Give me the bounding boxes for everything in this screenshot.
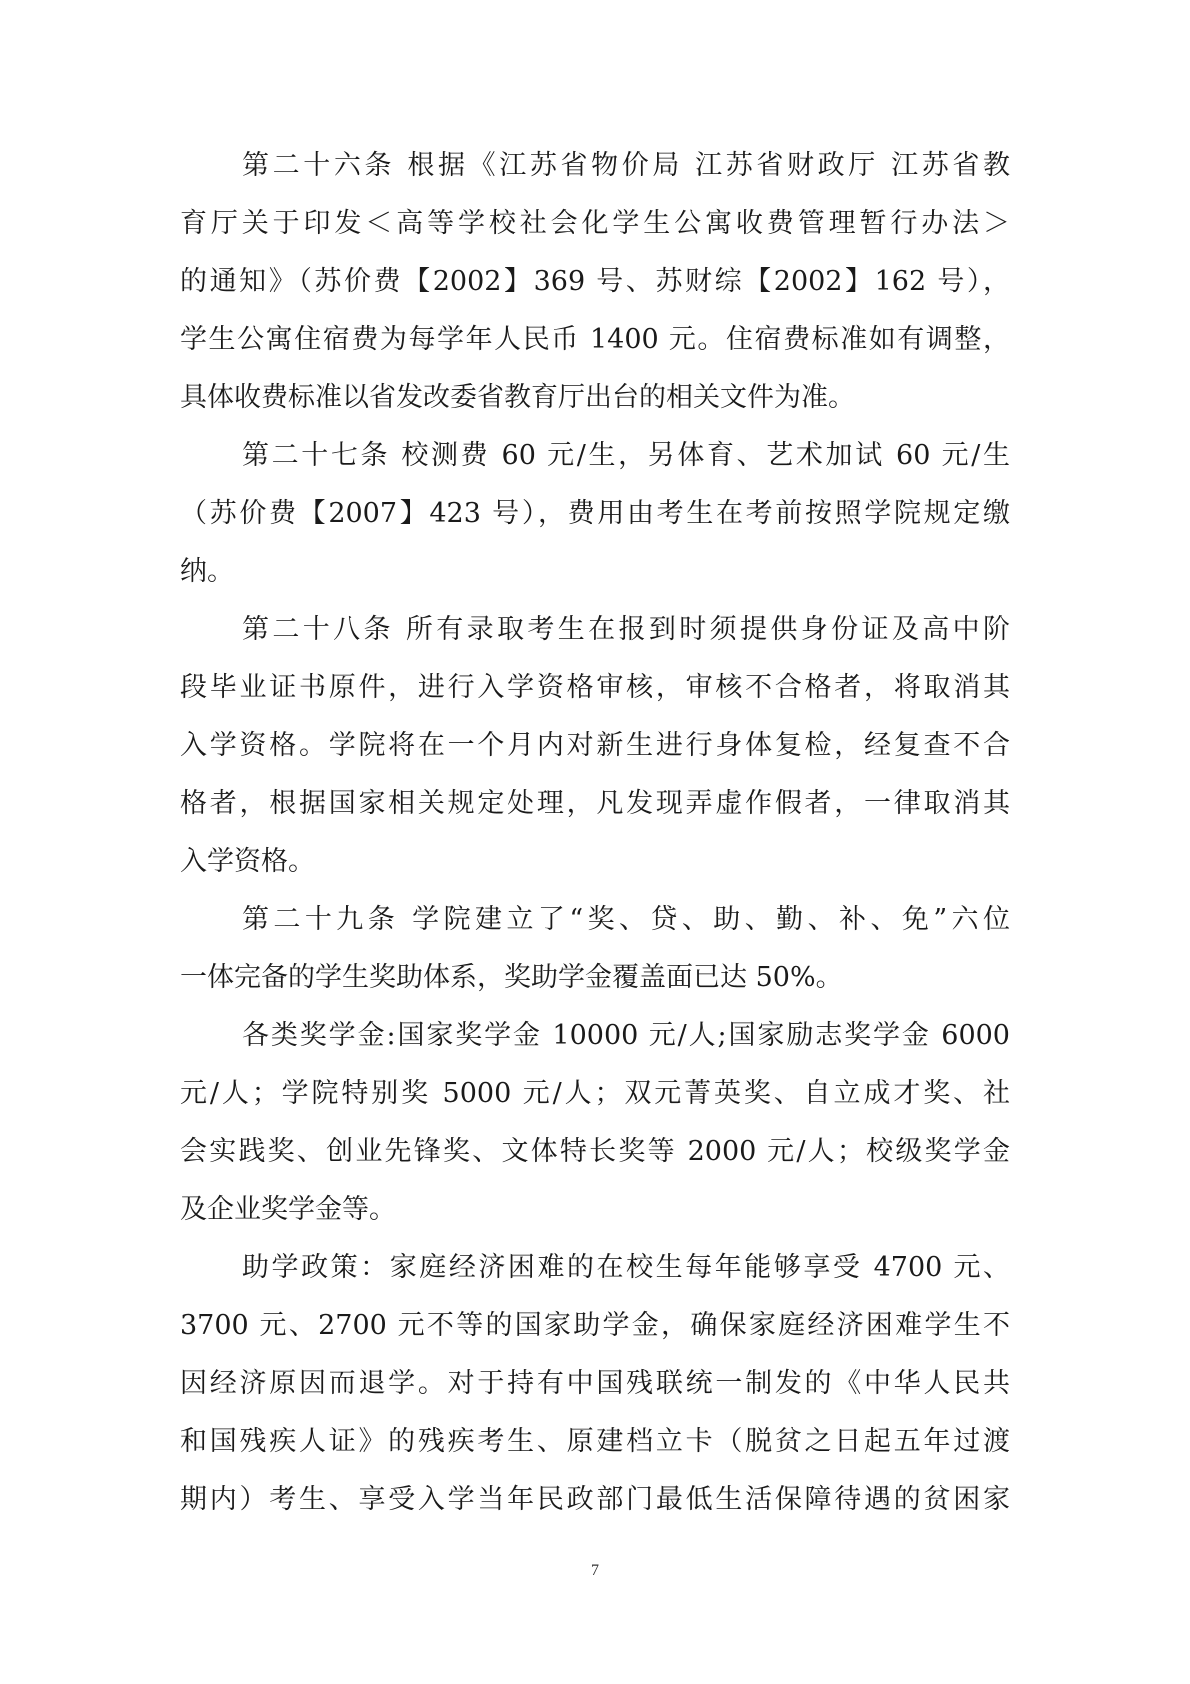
financial-aid-line: 因经济原因而退学。对于持有中国残联统一制发的《中华人民共 (180, 1368, 1010, 1399)
scholarship-line: 各类奖学金:国家奖学金 10000 元/人;国家励志奖学金 6000 (242, 1020, 1010, 1051)
financial-aid-line: 助学政策：家庭经济困难的在校生每年能够享受 4700 元、 (242, 1252, 1010, 1283)
article-26-line: 的通知》（苏价费【2002】369 号、苏财综【2002】162 号）， (180, 266, 1010, 297)
scholarship-line: 元/人；学院特别奖 5000 元/人；双元菁英奖、自立成才奖、社 (180, 1078, 1010, 1109)
article-26-line: 第二十六条 根据《江苏省物价局 江苏省财政厅 江苏省教 (242, 150, 1010, 181)
article-27-line: 纳。 (180, 556, 234, 587)
scholarship-line: 及企业奖学金等。 (180, 1194, 396, 1225)
article-26-line: 学生公寓住宿费为每学年人民币 1400 元。住宿费标准如有调整， (180, 324, 1010, 355)
article-28-line: 格者，根据国家相关规定处理，凡发现弄虚作假者，一律取消其 (180, 788, 1010, 819)
financial-aid-line: 和国残疾人证》的残疾考生、原建档立卡（脱贫之日起五年过渡 (180, 1426, 1010, 1457)
article-26-line: 具体收费标准以省发改委省教育厅出台的相关文件为准。 (180, 382, 855, 413)
scholarship-line: 会实践奖、创业先锋奖、文体特长奖等 2000 元/人；校级奖学金 (180, 1136, 1010, 1167)
financial-aid-line: 3700 元、2700 元不等的国家助学金，确保家庭经济困难学生不 (180, 1310, 1010, 1341)
article-27-line: 第二十七条 校测费 60 元/生，另体育、艺术加试 60 元/生 (242, 440, 1010, 471)
article-28-line: 入学资格。 (180, 846, 315, 877)
article-28-line: 段毕业证书原件，进行入学资格审核，审核不合格者，将取消其 (180, 672, 1010, 703)
article-26-line: 育厅关于印发＜高等学校社会化学生公寓收费管理暂行办法＞ (180, 208, 1010, 239)
article-28-line: 第二十八条 所有录取考生在报到时须提供身份证及高中阶 (242, 614, 1010, 645)
page-number: 7 (591, 1562, 599, 1579)
article-28-line: 入学资格。学院将在一个月内对新生进行身体复检，经复查不合 (180, 730, 1010, 761)
article-29-line: 第二十九条 学院建立了“奖、贷、助、勤、补、免”六位 (242, 904, 1010, 935)
body-text (180, 137, 1010, 1529)
financial-aid-line: 期内）考生、享受入学当年民政部门最低生活保障待遇的贫困家 (180, 1484, 1010, 1515)
article-29-line: 一体完备的学生奖助体系，奖助学金覆盖面已达 50%。 (180, 962, 843, 993)
article-27-line: （苏价费【2007】423 号），费用由考生在考前按照学院规定缴 (180, 498, 1010, 529)
